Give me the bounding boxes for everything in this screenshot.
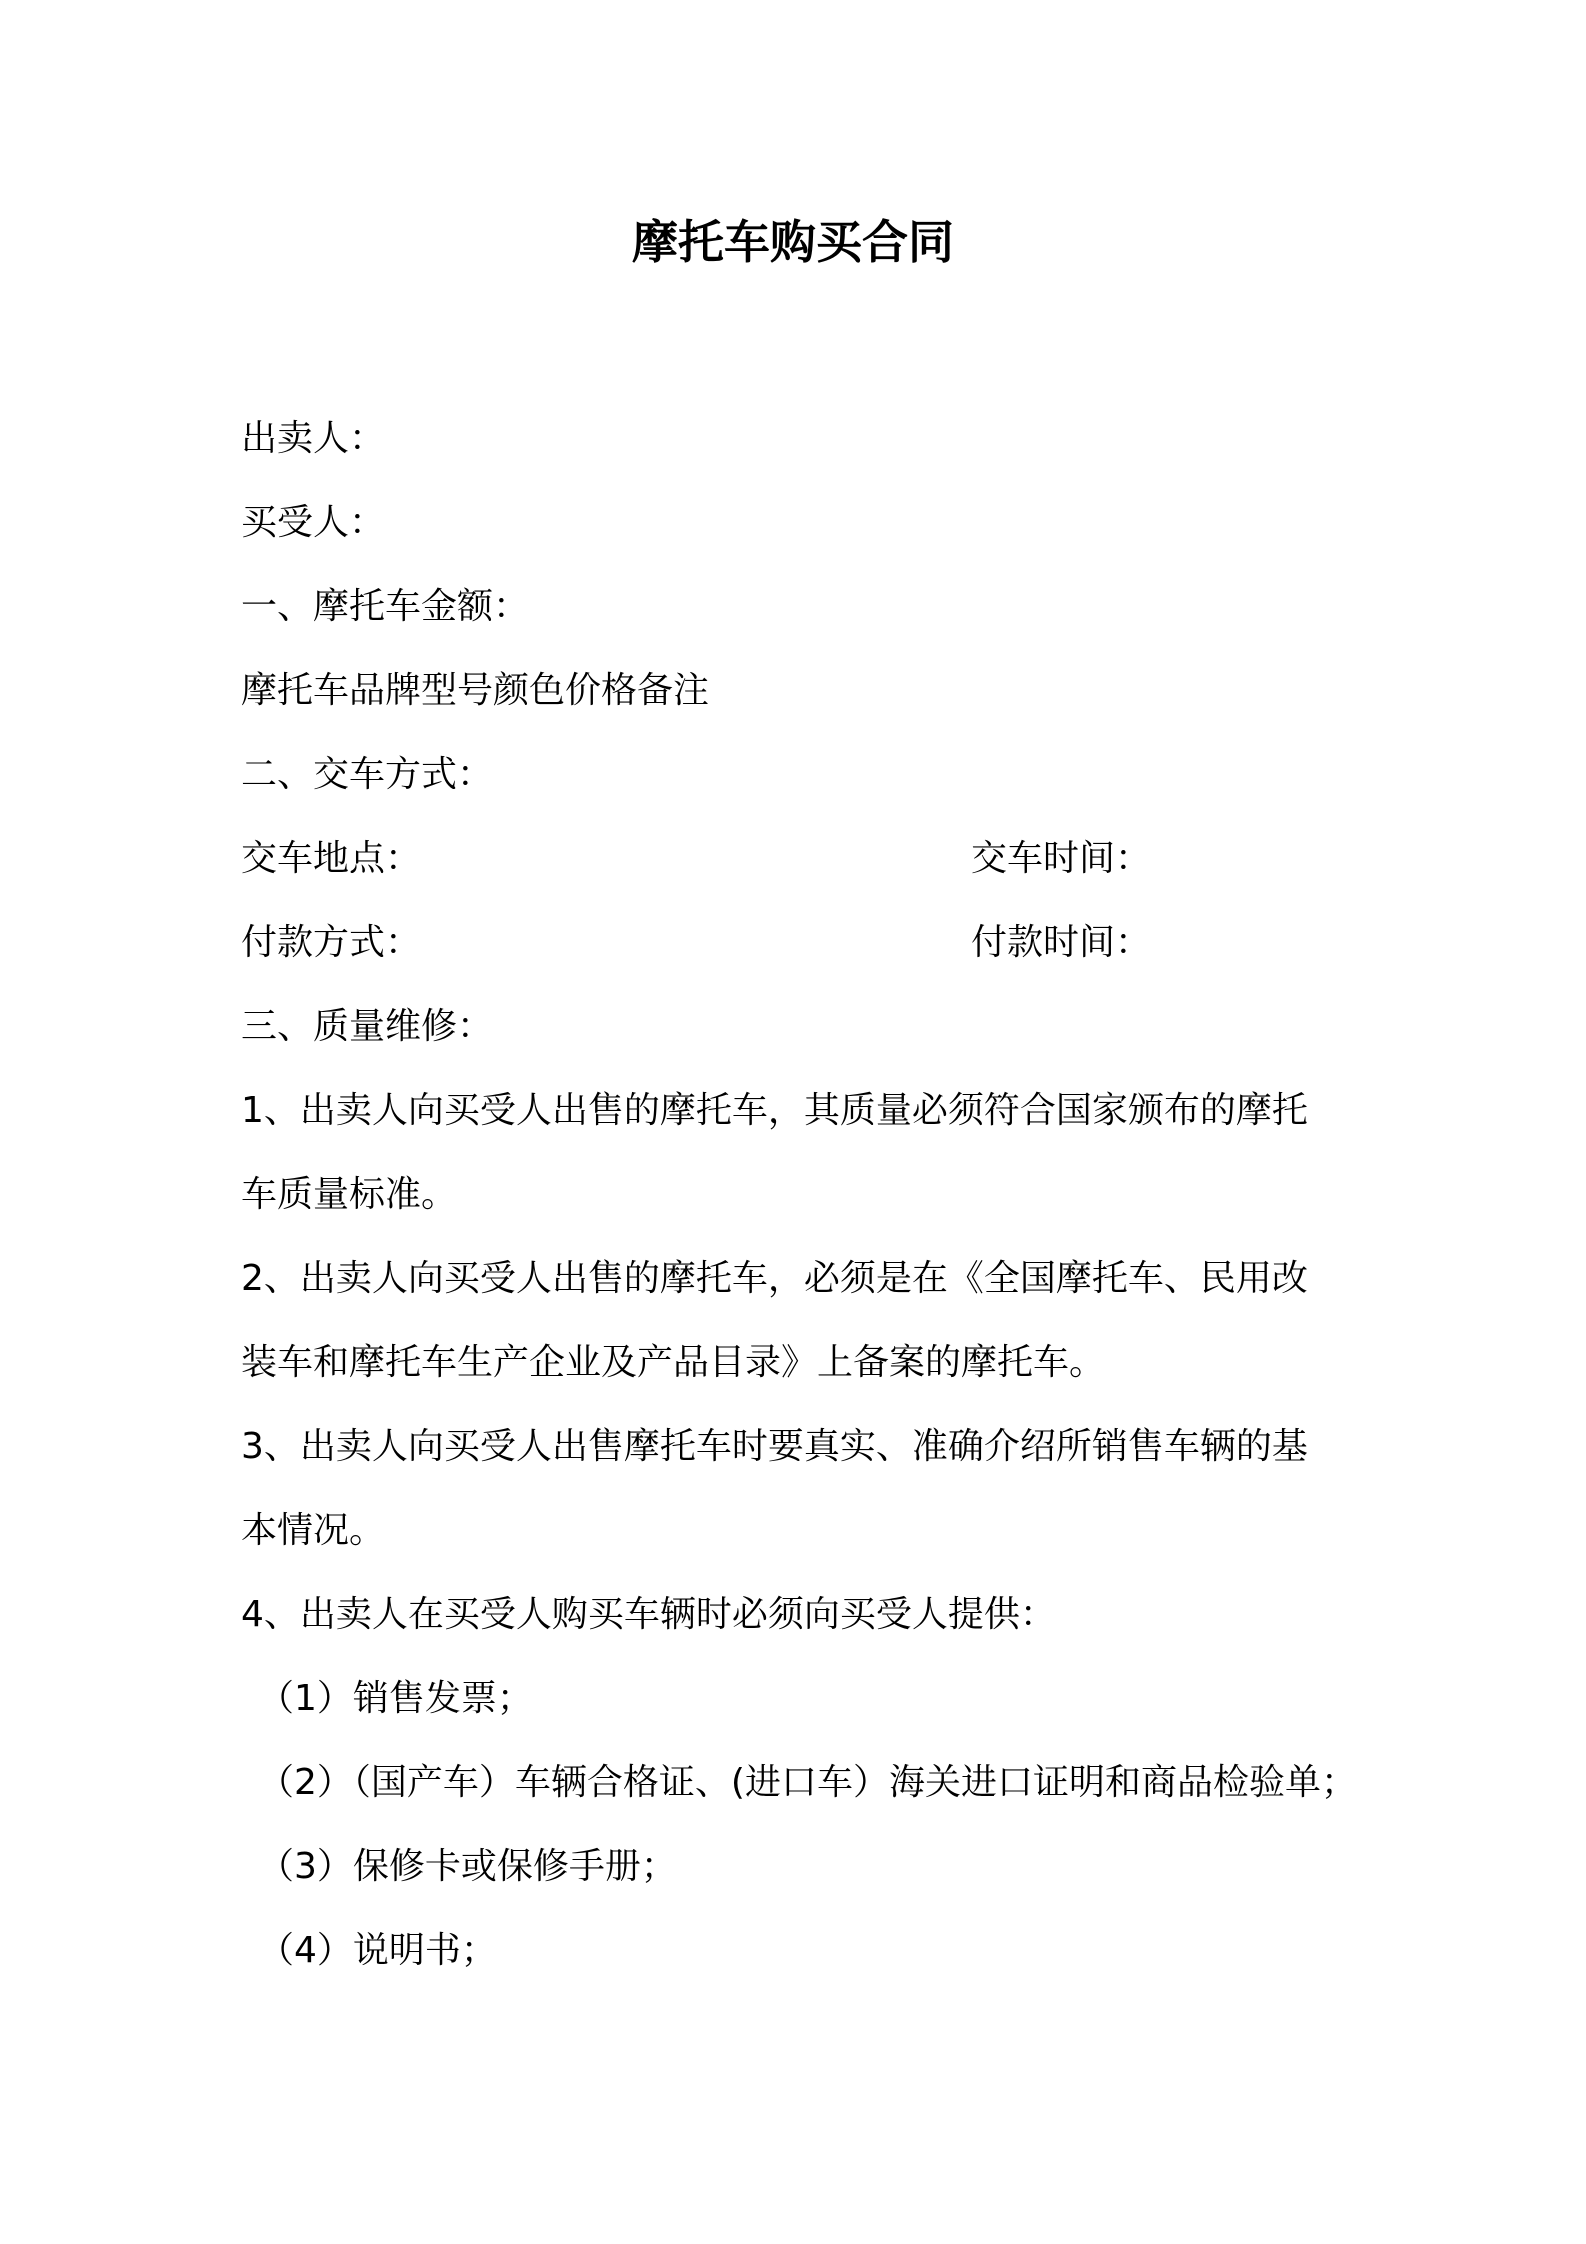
section2-heading: 二、交车方式： bbox=[241, 754, 494, 795]
payment-row bbox=[241, 918, 1341, 968]
list-item: （4）说明书； bbox=[258, 1930, 497, 1971]
section3-heading: 三、质量维修： bbox=[241, 1006, 494, 1047]
payment-time-label: 付款时间： bbox=[971, 922, 1152, 963]
list-item: （1）销售发票； bbox=[258, 1678, 533, 1719]
payment-method-label: 付款方式： bbox=[241, 922, 422, 963]
section1-heading: 一、摩托车金额： bbox=[241, 586, 530, 627]
delivery-row bbox=[241, 834, 1341, 884]
clause3-line2: 本情况。 bbox=[241, 1510, 386, 1551]
delivery-time-label: 交车时间： bbox=[971, 838, 1152, 879]
list-item: （3）保修卡或保修手册； bbox=[258, 1846, 677, 1887]
clause3-line1: 3、出卖人向买受人出售摩托车时要真实、准确介绍所销售车辆的基 bbox=[241, 1426, 1308, 1467]
clause2-line2: 装车和摩托车生产企业及产品目录》上备案的摩托车。 bbox=[241, 1342, 1106, 1383]
clause1-line2: 车质量标准。 bbox=[241, 1174, 458, 1215]
vehicle-columns: 摩托车品牌型号颜色价格备注 bbox=[241, 670, 710, 711]
clause4-heading: 4、出卖人在买受人购买车辆时必须向买受人提供： bbox=[241, 1594, 1056, 1635]
seller-label: 出卖人： bbox=[241, 418, 386, 459]
list-item: （2）（国产车）车辆合格证、(进口车）海关进口证明和商品检验单； bbox=[258, 1762, 1357, 1803]
delivery-place-label: 交车地点： bbox=[241, 838, 422, 879]
clause1-line1: 1、出卖人向买受人出售的摩托车，其质量必须符合国家颁布的摩托 bbox=[241, 1090, 1308, 1131]
page-title: 摩托车购买合同 bbox=[632, 215, 954, 269]
clause2-line1: 2、出卖人向买受人出售的摩托车，必须是在《全国摩托车、民用改 bbox=[241, 1258, 1308, 1299]
buyer-label: 买受人： bbox=[241, 502, 386, 543]
